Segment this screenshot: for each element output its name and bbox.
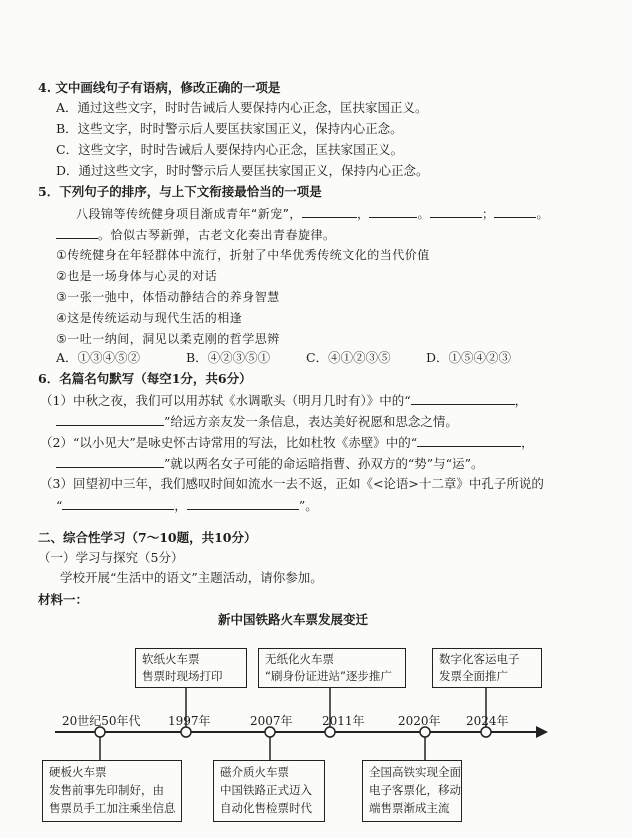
q5-item-5: ⑤一吐一纳间，洞见以柔克刚的哲学思辨 bbox=[56, 332, 280, 346]
q5-passage-line2 bbox=[56, 226, 336, 243]
q6-part1-comma: ， bbox=[514, 393, 528, 408]
q6-part3-open-quote: “ bbox=[56, 498, 63, 513]
timeline-year-label: 2020年 bbox=[398, 714, 441, 728]
q5-blank-4 bbox=[494, 205, 536, 218]
q6-part2-comma: ， bbox=[521, 435, 534, 450]
timeline-event-text: 硬板火车票 bbox=[49, 765, 107, 779]
q4-option-b: B．这些文字，时时警示后人要匡扶家国正义，保持内心正念。 bbox=[56, 121, 403, 136]
q5-blank-2 bbox=[369, 205, 417, 218]
q5-item-1: ①传统健身在年轻群体中流行，折射了中华优秀传统文化的当代价值 bbox=[56, 248, 430, 262]
q4-stem: 4. 文中画线句子有语病，修改正确的一项是 bbox=[38, 80, 281, 95]
timeline-event-box bbox=[432, 648, 542, 688]
q5-item-2: ②也是一场身体与心灵的对话 bbox=[56, 269, 218, 283]
q5-choice-a: A．①③④⑤② bbox=[56, 350, 141, 365]
section2-subtitle: （一）学习与探究（5分） bbox=[38, 550, 184, 565]
q6-blank-1 bbox=[411, 392, 515, 405]
q5-passage-end: 。恰似古琴新弹，古老文化奏出青春旋律。 bbox=[98, 228, 336, 242]
q5-item-3: ③一张一弛中，体悟动静结合的养身智慧 bbox=[56, 290, 280, 304]
timeline-event-text: 自动化售检票时代 bbox=[220, 801, 312, 815]
q6-blank-3 bbox=[417, 434, 521, 447]
timeline-event-box bbox=[362, 760, 462, 822]
timeline-event-text: 数字化客运电子 bbox=[439, 652, 520, 666]
q4-option-d: D．通过这些文字，时时警示后人要匡扶家国正义，保持内心正念。 bbox=[56, 163, 429, 178]
q6-part2-line1 bbox=[40, 434, 534, 451]
q4-option-a: A．通过这些文字，时时告诫后人要保持内心正念，匡扶家国正义。 bbox=[56, 100, 428, 115]
q5-choice-d: D．①⑤④②③ bbox=[426, 350, 512, 365]
timeline-year-label: 20世纪50年代 bbox=[62, 714, 141, 728]
q5-mark-3: ； bbox=[481, 207, 495, 221]
q6-blank-6 bbox=[187, 497, 299, 510]
q5-passage-line1 bbox=[76, 205, 549, 222]
q6-part2-line2 bbox=[56, 455, 483, 472]
q6-part1-text-b: ”给远方亲友发一条信息，表达美好祝愿和思念之情。 bbox=[164, 414, 458, 429]
timeline-event-text: 无纸化火车票 bbox=[265, 652, 334, 666]
timeline-year-label: 2011年 bbox=[322, 714, 365, 728]
timeline-year-label: 2024年 bbox=[466, 714, 509, 728]
q5-mark-4: 。 bbox=[536, 207, 549, 221]
timeline-event-box bbox=[42, 760, 182, 822]
q6-part3-line1: （3）回望初中三年，我们感叹时间如流水一去不返，正如《<论语>十二章》中孔子所说的 bbox=[40, 476, 544, 491]
timeline-event-box bbox=[258, 648, 406, 688]
q6-part2-text-a: （2）“以小见大”是咏史怀古诗常用的写法，比如杜牧《赤壁》中的“ bbox=[40, 435, 418, 450]
timeline-event-box bbox=[213, 760, 325, 822]
timeline-event-text: 磁介质火车票 bbox=[220, 765, 289, 779]
q5-choice-b: B．④②③⑤① bbox=[186, 350, 271, 365]
section2-intro: 学校开展“生活中的语文”主题活动，请你参加。 bbox=[60, 570, 323, 585]
timeline-event-text: 售票时现场打印 bbox=[142, 669, 223, 683]
q5-mark-2: 。 bbox=[417, 207, 430, 221]
q5-blank-1 bbox=[302, 205, 357, 218]
q6-part3-close: ”。 bbox=[298, 498, 318, 513]
q6-part1-line1 bbox=[40, 392, 527, 409]
timeline-event-text: 端售票渐成主流 bbox=[369, 801, 450, 815]
q5-choice-c: C．④①②③⑤ bbox=[306, 350, 391, 365]
timeline-event-text: 中国铁路正式迈入 bbox=[220, 783, 312, 797]
section2-title: 二、综合性学习（7～10题，共10分） bbox=[38, 530, 257, 545]
timeline-event-text: “刷身份证进站”逐步推广 bbox=[265, 669, 392, 683]
q6-part2-text-b: ”就以两名女子可能的命运暗指曹、孙双方的“势”与“运”。 bbox=[164, 456, 484, 471]
q5-stem: 5．下列句子的排序，与上下文衔接最恰当的一项是 bbox=[38, 184, 322, 199]
timeline-event-text: 全国高铁实现全面 bbox=[369, 765, 461, 779]
timeline-event-text: 软纸火车票 bbox=[142, 652, 200, 666]
timeline-year-label: 1997年 bbox=[168, 714, 211, 728]
q6-part3-comma: ， bbox=[174, 498, 187, 513]
q5-item-4: ④这是传统运动与现代生活的相逢 bbox=[56, 311, 243, 325]
timeline-event-text: 发票全面推广 bbox=[439, 669, 508, 683]
timeline-event-box bbox=[135, 648, 247, 688]
q5-blank-5 bbox=[56, 226, 98, 239]
q6-blank-4 bbox=[56, 455, 164, 468]
q6-blank-2 bbox=[56, 413, 164, 426]
timeline-event-text: 售票员手工加注乘坐信息 bbox=[49, 801, 176, 815]
q6-part3-line2 bbox=[56, 497, 318, 514]
q5-blank-3 bbox=[430, 205, 482, 218]
q6-part1-text-a: （1）中秋之夜，我们可以用苏轼《水调歌头（明月几时有）》中的“ bbox=[40, 393, 411, 408]
timeline-event-text: 发售前事先印制好，由 bbox=[49, 783, 164, 797]
q4-option-c: C．这些文字，时时告诫后人要保持内心正念，匡扶家国正义。 bbox=[56, 142, 404, 157]
q6-stem: 6．名篇名句默写（每空1分，共6分） bbox=[38, 371, 252, 386]
q6-blank-5 bbox=[62, 497, 174, 510]
material-label: 材料一： bbox=[38, 592, 89, 607]
timeline-year-label: 2007年 bbox=[250, 714, 293, 728]
q5-mark-1: ， bbox=[356, 207, 370, 221]
timeline-arrow bbox=[536, 726, 548, 738]
q6-part1-line2 bbox=[56, 413, 458, 430]
timeline-event-text: 电子客票化，移动 bbox=[369, 783, 461, 797]
q5-passage-start: 八段锦等传统健身项目渐成青年“新宠”， bbox=[76, 207, 302, 221]
chart-title: 新中国铁路火车票发展变迁 bbox=[218, 612, 369, 627]
